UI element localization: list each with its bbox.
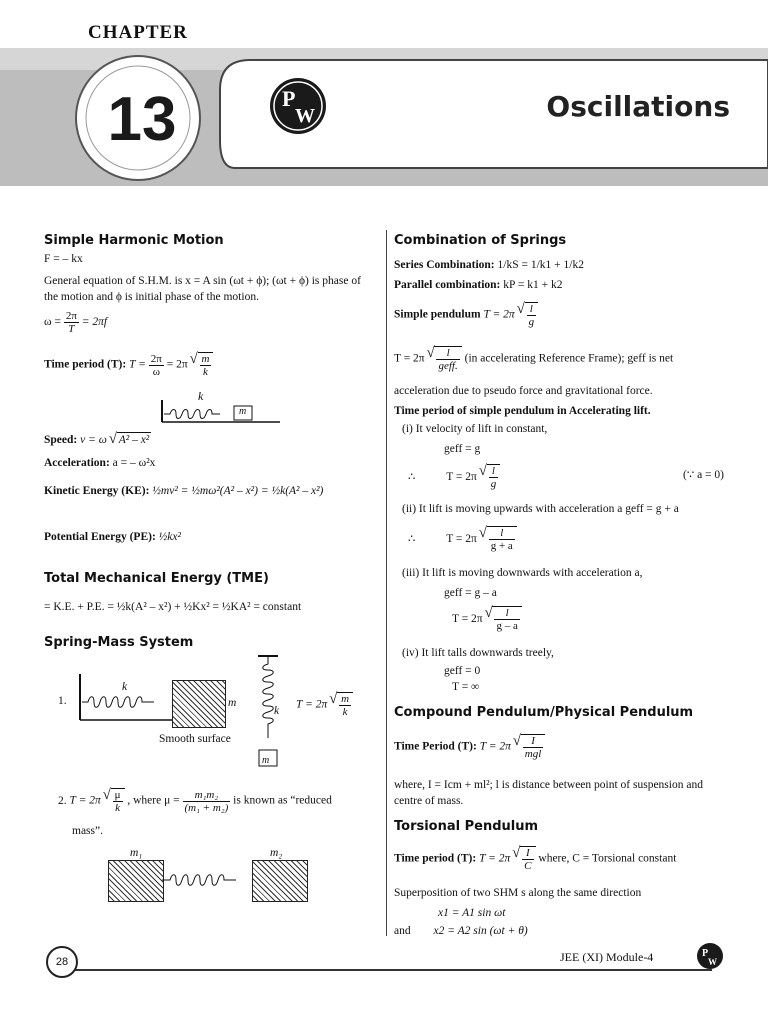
sp-root-num: √ l	[527, 303, 537, 316]
case-2-den: g + a	[490, 540, 513, 553]
item2-root-num: √ μ	[114, 789, 121, 801]
case-1-formula	[394, 464, 724, 490]
and-label: and	[394, 925, 411, 937]
tp-num: 2π	[150, 352, 162, 365]
therefore-symbol-2: ∴	[408, 532, 416, 545]
footer-pw-logo-icon	[696, 942, 724, 970]
tme-heading: Total Mechanical Energy (TME)	[44, 571, 269, 586]
tp-fraction	[149, 353, 164, 378]
case-2-num: √ l	[489, 527, 515, 540]
pe-row	[44, 530, 376, 546]
time-period-eq: T =	[129, 358, 146, 371]
x1-equation: x1 = A1 sin ωt	[438, 907, 506, 919]
case-2-root	[487, 526, 517, 552]
superposition-text: Superposition of two SHM s along the same direction	[394, 887, 642, 899]
mass-block-m1	[108, 860, 164, 902]
case-3-num: √ l	[494, 607, 519, 620]
case-3-den: g – a	[496, 620, 518, 633]
item1-eq: T = 2π	[296, 698, 328, 711]
acceleration-row	[44, 456, 376, 472]
case-1-num: √ l	[489, 465, 499, 478]
accel-frame-row	[394, 346, 724, 372]
item2-root-den: k	[115, 802, 120, 815]
time-period-label: Time period (T):	[44, 358, 127, 371]
item2-mu-den: (m₁ + m₂)	[184, 801, 229, 814]
item2-tail: is known as “reduced	[233, 794, 332, 807]
compound-heading: Compound Pendulum/Physical Pendulum	[394, 705, 694, 720]
case-1-text: (i) It velocity of lift in constant,	[402, 423, 548, 435]
item2-mu-fraction	[183, 789, 231, 814]
x2-equation: x2 = A2 sin (ωt + θ)	[433, 925, 528, 937]
svg-text:W: W	[295, 105, 315, 127]
chapter-label: CHAPTER	[88, 22, 188, 43]
page-title: Oscillations	[546, 90, 730, 123]
footer-module: JEE (XI) Module-4	[560, 950, 654, 964]
compound-num: √ I	[523, 735, 544, 748]
case-1-T: T = 2π	[446, 470, 477, 483]
mass-block-m2	[252, 860, 308, 902]
case-2-formula	[394, 526, 724, 552]
case-1-note: (∵ a = 0)	[683, 469, 724, 481]
item1-root-den: k	[342, 706, 348, 719]
chapter-number: 13	[107, 85, 177, 154]
case-4-geff: geff = 0	[444, 665, 481, 677]
series-row	[394, 258, 724, 274]
item2-mu-num: m₁m₂	[183, 789, 231, 802]
speed-root: √ A² – x²	[117, 432, 152, 449]
item1-mass-block	[172, 680, 226, 728]
speed-label: Speed:	[44, 433, 78, 446]
spring-diagram-svg	[160, 396, 300, 424]
tp-den: ω	[152, 365, 160, 378]
tp-root-den: k	[203, 366, 208, 379]
item1-k2-label: k	[274, 705, 280, 717]
tme-equation: = K.E. + P.E. = ½k(A² – x²) + ½Kx² = ½KA² = constant	[44, 601, 302, 613]
parallel-eq: kP = k1 + k2	[503, 279, 563, 291]
accel-frame-text-2: acceleration due to pseudo force and gravitational force.	[394, 385, 653, 397]
accel-frame-num: √ l	[436, 347, 459, 360]
spring-mass-item-2	[44, 788, 376, 814]
compound-eq: T = 2π	[479, 740, 511, 753]
force-equation: F = – kx	[44, 253, 83, 265]
item1-k-label: k	[122, 681, 128, 693]
omega-equation	[44, 310, 376, 335]
compound-where: where, I = Icm + ml²; l is distance between point of suspension and centre of mass.	[394, 779, 703, 807]
torsional-where: where, C = Torsional constant	[538, 852, 677, 865]
spring-diagram-small	[160, 389, 300, 424]
page-number: 28	[46, 946, 78, 978]
acceleration-eq: a = – ω²x	[112, 457, 156, 469]
two-mass-diagram	[44, 846, 376, 906]
lift-heading: Time period of simple pendulum in Accelerating lift.	[394, 405, 651, 417]
pe-eq: ½kx²	[158, 531, 181, 543]
item2-eq: T = 2π	[69, 794, 101, 807]
tp-eq2: = 2π	[166, 358, 188, 371]
general-equation: General equation of S.H.M. is x = A sin (ωt + ϕ); (ωt + ϕ) is phase of the motion and ϕ is initial phase of the motion.	[44, 275, 361, 303]
diagram-k-label: k	[198, 389, 204, 403]
speed-row	[44, 432, 376, 449]
case-1-den: g	[490, 478, 497, 491]
item1-surface-label: Smooth surface	[159, 733, 231, 745]
omega-num: 2π	[65, 310, 77, 322]
connecting-spring-svg	[162, 868, 254, 892]
sp-root	[525, 302, 539, 328]
pe-label: Potential Energy (PE):	[44, 531, 156, 543]
case-1-geff: geff = g	[444, 443, 481, 455]
omega-rhs: = 2πf	[81, 316, 108, 329]
item1-m-label: m	[228, 697, 237, 709]
omega-den: T	[68, 323, 75, 336]
compound-den: mgl	[524, 748, 542, 761]
simple-pendulum-label: Simple pendulum	[394, 308, 481, 321]
acceleration-label: Acceleration:	[44, 457, 110, 469]
series-label: Series Combination:	[394, 259, 495, 271]
item2-m1-label: m₁	[130, 847, 143, 859]
case-4-text: (iv) It lift talls downwards treely,	[402, 647, 554, 659]
item2-m2-label: m₂	[270, 847, 283, 859]
compound-label: Time Period (T):	[394, 740, 477, 753]
footer-rule	[60, 969, 712, 971]
ke-label: Kinetic Energy (KE):	[44, 485, 150, 497]
compound-root	[521, 734, 546, 760]
torsional-label: Time period (T):	[394, 852, 477, 865]
ke-row	[44, 484, 376, 500]
simple-pendulum-eq: T = 2π	[483, 308, 515, 321]
omega-fraction	[64, 310, 79, 335]
pw-logo-icon	[268, 76, 328, 136]
tp-root	[198, 352, 214, 378]
spring-mass-item-1	[44, 652, 376, 772]
accel-frame-eq: T = 2π	[394, 352, 425, 365]
accel-frame-root	[434, 346, 461, 372]
torsional-num: √ I	[522, 847, 533, 860]
sp-root-den: g	[528, 316, 535, 329]
case-2-text: (ii) It lift is moving upwards with acceleration a geff = g + a	[402, 503, 679, 515]
case-3-formula	[394, 606, 724, 632]
accel-frame-text: (in accelerating Reference Frame); geff is net	[464, 352, 674, 365]
torsional-root	[520, 846, 535, 872]
item2-tail-2: mass”.	[72, 825, 103, 837]
item2-root	[111, 788, 125, 814]
x2-row	[394, 924, 724, 940]
omega-lhs: ω =	[44, 316, 61, 329]
item1-root-num: √ m	[341, 693, 350, 705]
case-3-text: (iii) It lift is moving downwards with acceleration a,	[402, 567, 643, 579]
diagram-m-label: m	[239, 406, 247, 417]
case-4-T: T = ∞	[452, 681, 480, 693]
compound-row	[394, 734, 724, 760]
sms-heading: Spring-Mass System	[44, 635, 194, 650]
series-eq: 1/kS = 1/k1 + 1/k2	[497, 259, 584, 271]
svg-text:P: P	[702, 948, 709, 959]
torsional-den: C	[524, 860, 532, 873]
case-3-root	[492, 606, 521, 632]
item2-number: 2.	[58, 794, 67, 807]
case-3-T: T = 2π	[452, 612, 483, 625]
case-3-geff: geff = g – a	[444, 587, 497, 599]
time-period-row	[44, 352, 376, 378]
therefore-symbol-1: ∴	[408, 470, 416, 483]
svg-text:W: W	[708, 957, 717, 967]
svg-text:P: P	[282, 86, 296, 111]
item2-where: , where μ =	[127, 794, 180, 807]
case-2-T: T = 2π	[446, 532, 477, 545]
case-1-root	[487, 464, 501, 490]
simple-pendulum-row	[394, 302, 724, 328]
springs-heading: Combination of Springs	[394, 233, 567, 248]
item1-number: 1.	[58, 695, 67, 707]
parallel-row	[394, 278, 724, 294]
torsional-row	[394, 846, 724, 872]
ke-eq: ½mv² = ½mω²(A² – x²) = ½k(A² – x²)	[152, 485, 324, 497]
item1-m2-label: m	[262, 755, 270, 766]
item1-root	[337, 692, 353, 718]
parallel-label: Parallel combination:	[394, 279, 501, 291]
speed-eq: v = ω	[80, 433, 107, 446]
torsional-heading: Torsional Pendulum	[394, 819, 539, 834]
shm-heading: Simple Harmonic Motion	[44, 233, 224, 248]
tp-root-num: √ m	[201, 353, 210, 365]
item1-formula	[296, 692, 353, 718]
accel-frame-den: geff.	[438, 360, 458, 373]
torsional-eq: T = 2π	[479, 852, 511, 865]
